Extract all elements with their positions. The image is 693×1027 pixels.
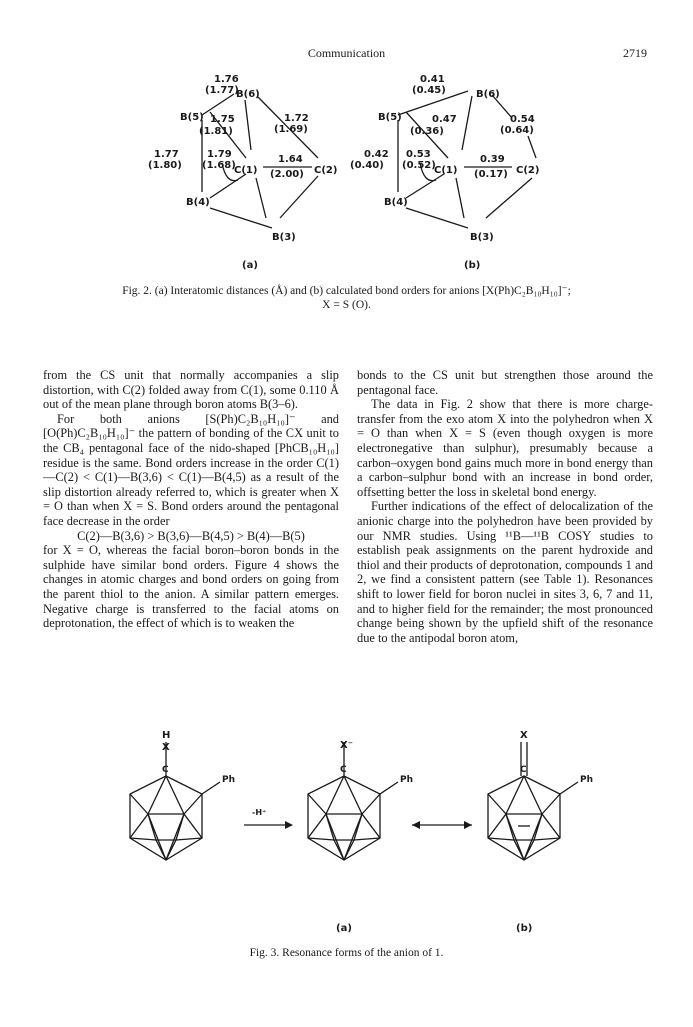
atom-b5: B(5) [378, 112, 402, 123]
atom-b4: B(4) [186, 197, 210, 208]
journal-header: Communication [307, 46, 386, 60]
value-inner-b5: 0.47 [432, 114, 457, 125]
phenyl-label: Ph [400, 775, 414, 785]
figure-2-caption-line-2: X = S (O). [322, 299, 371, 311]
value-right-b6c2-alt: (0.64) [500, 125, 534, 136]
panel-label-b: (b) [464, 260, 481, 271]
atom-c: C [162, 765, 169, 775]
value-right-b6c2: 0.54 [510, 114, 535, 125]
atom-c2: C(2) [314, 165, 338, 176]
atom-x-anion: X⁻ [340, 740, 353, 751]
value-top-left-alt: (0.45) [412, 85, 446, 96]
paragraph: bonds to the CS unit but strengthen those around the pentagonal face. [357, 368, 653, 397]
value-far-left: 1.77 [154, 149, 179, 160]
atom-x: X [162, 742, 170, 753]
value-mid-left-alt: (1.68) [202, 160, 236, 171]
paragraph: The data in Fig. 2 show that there is more charge-transfer from the exo atom X into the polyhedron when X = O than when X = S (even though oxygen is more electronegative than sulphur), presumably because a carbon–oxygen bond gains much more in bond energy than a carbon–sulphur bond with an increase in bond order, offsetting better the loss in skeletal bond energy. [357, 397, 653, 499]
paragraph: Further indications of the effect of delocalization of the anionic charge into the polyhedron have been provided by our NMR studies. Using ¹¹B—¹¹B COSY studies to establish peak assignments on the parent hydroxide and thiol and their products of deprotonation, compounds 1 and 2, we find a consistent pattern (see Table 1). Resonances shift to lower field for boron nuclei in sites 3, 6, 7 and 11, and to higher field for the remainder; the most pronounced change being shown by the upfield shift of the resonance due to the antipodal boron atom, [357, 499, 653, 645]
value-far-left-alt: (1.80) [148, 160, 182, 171]
panel-label-a: (a) [242, 260, 258, 271]
value-right-b6c2-alt: (1.69) [274, 124, 308, 135]
atom-b4: B(4) [384, 197, 408, 208]
value-top-left: 1.76 [214, 74, 239, 85]
value-c1c2-alt: (0.17) [474, 169, 508, 180]
atom-c1: C(1) [234, 165, 258, 176]
atom-x: X [520, 730, 528, 741]
figure-3-caption: Fig. 3. Resonance forms of the anion of 1. [249, 947, 444, 959]
value-inner-b5-alt: (0.36) [410, 126, 444, 137]
value-mid-left: 1.79 [207, 149, 232, 160]
paragraph: from the CS unit that normally accompanies a slip distortion, with C(2) folded away from C(1), some 0.110 Å out of the mean plane through boron atoms B(3–6). [43, 368, 339, 412]
resonance-arrow [412, 821, 472, 829]
value-mid-left-alt: (0.52) [402, 160, 436, 171]
value-c1c2: 1.64 [278, 154, 303, 165]
atom-b3: B(3) [272, 232, 296, 243]
atom-c2: C(2) [516, 165, 540, 176]
atom-c1: C(1) [434, 165, 458, 176]
deprotonation-arrow [244, 808, 293, 829]
atom-h: H [162, 730, 171, 741]
figure-2-caption-line-1: Fig. 2. (a) Interatomic distances (Å) and (b) calculated bond orders for anions [X(Ph)C₂B₁₀H₁₀]⁻; [122, 285, 571, 297]
value-c1c2: 0.39 [480, 154, 505, 165]
structure-anion-a [308, 740, 413, 860]
phenyl-label: Ph [580, 775, 594, 785]
atom-c: C [340, 765, 347, 775]
atom-b5: B(5) [180, 112, 204, 123]
page-number: 2719 [623, 46, 647, 60]
atom-b6: B(6) [476, 89, 500, 100]
atom-b6: B(6) [236, 89, 260, 100]
paragraph: For both anions [S(Ph)C₂B₁₀H₁₀]⁻ and [O(Ph)C₂B₁₀H₁₀]⁻ the pattern of bonding of the CX unit to the CB₄ pentagonal face of the nido-shaped [PhCB₁₀H₁₀] residue is the same. Bond orders increase in the order C(1)—C(2) < C(1)—B(3,6) < C(1)—B(4,5) as a result of the slip distortion already referred to, which is greater when X = O than when X = S. Bond orders around the pentagonal face decrease in the order [43, 411, 339, 528]
value-right-b6c2: 1.72 [284, 113, 309, 124]
phenyl-label: Ph [222, 775, 236, 785]
value-far-left: 0.42 [364, 149, 389, 160]
value-top-left: 0.41 [420, 74, 445, 85]
atom-b3: B(3) [470, 232, 494, 243]
structure-label-b: (b) [516, 923, 533, 934]
value-inner-b5-alt: (1.81) [199, 126, 233, 137]
value-mid-left: 0.53 [406, 149, 431, 160]
minus-h-label: -H⁺ [252, 808, 267, 817]
structure-neutral [130, 730, 235, 860]
value-c1c2-alt: (2.00) [270, 169, 304, 180]
value-inner-b5: 1.75 [210, 114, 235, 125]
structure-anion-b [488, 730, 593, 860]
bond-order-sequence: C(2)—B(3,6) > B(3,6)—B(4,5) > B(4)—B(5) [77, 528, 305, 543]
value-top-left-alt: (1.77) [205, 85, 239, 96]
value-far-left-alt: (0.40) [350, 160, 384, 171]
paragraph: for X = O, whereas the facial boron–boron bonds in the sulphide have similar bond orders. Figure 4 shows the changes in atomic charges and bond orders on going from the parent thiol to the anion. A similar pattern emerges. Negative charge is transferred to the facial atoms on deprotonation, the effect of which is to weaken the [43, 543, 339, 631]
atom-c: C [520, 765, 527, 775]
structure-label-a: (a) [336, 923, 352, 934]
